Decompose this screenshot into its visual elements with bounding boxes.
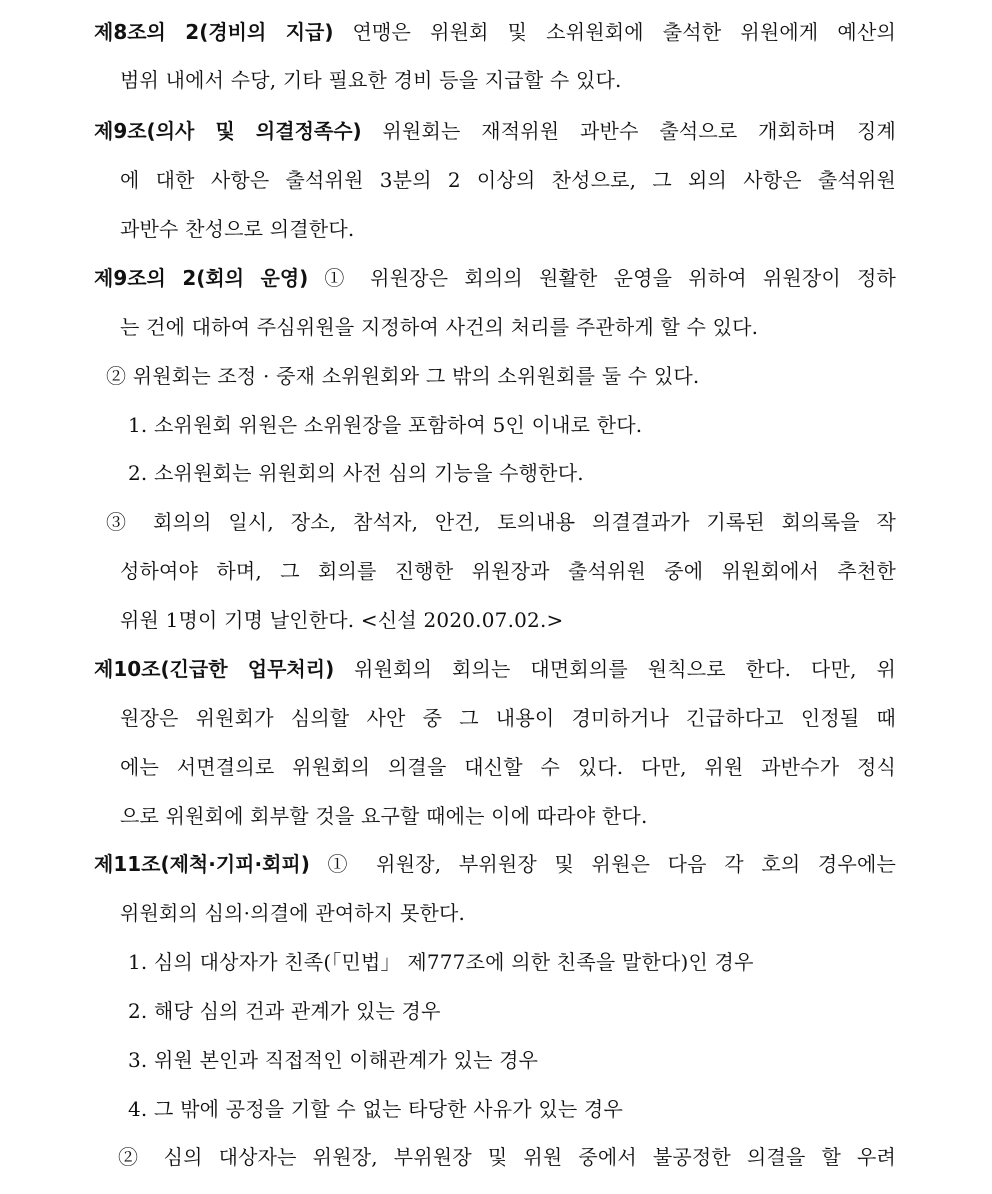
article-9-2-line-1 (94, 264, 896, 292)
article-8-2-line-1 (94, 18, 896, 46)
article-8-2-line-2: 범위 내에서 수당, 기타 필요한 경비 등을 지급할 수 있다. (120, 68, 622, 92)
article-9-2-paragraph-3-line-2: 성하여야 하며, 그 회의를 진행한 위원장과 출석위원 중에 위원회에서 추천한 (120, 559, 896, 583)
article-9-line-1 (94, 117, 896, 145)
article-11-heading: 제11조(제척·기피·회피) (94, 852, 310, 876)
article-10-line-3: 에는 서면결의로 위원회의 의결을 대신할 수 있다. 다만, 위원 과반수가 정식 (120, 755, 896, 779)
article-9-2-item-1: 1. 소위원회 위원은 소위원장을 포함하여 5인 이내로 한다. (128, 413, 643, 437)
article-10-heading: 제10조(긴급한 업무처리) (94, 657, 335, 681)
article-11-line-2: 위원회의 심의·의결에 관여하지 못한다. (120, 901, 466, 925)
article-10-line-1 (94, 655, 896, 683)
article-10-line-2: 원장은 위원회가 심의할 사안 중 그 내용이 경미하거나 긴급하다고 인정될 때 (120, 706, 896, 730)
article-11-item-4: 4. 그 밖에 공정을 기할 수 없는 타당한 사유가 있는 경우 (128, 1097, 623, 1121)
article-11-line-1 (94, 850, 896, 878)
article-11-item-3: 3. 위원 본인과 직접적인 이해관계가 있는 경우 (128, 1048, 539, 1072)
article-9-2-line-2: 는 건에 대하여 주심위원을 지정하여 사건의 처리를 주관하게 할 수 있다. (120, 315, 759, 339)
article-9-2-paragraph-3-line-3: 위원 1명이 기명 날인한다. <신설 2020.07.02.> (120, 608, 564, 632)
article-9-2-item-2: 2. 소위원회는 위원회의 사전 심의 기능을 수행한다. (128, 461, 584, 485)
article-9-heading: 제9조(의사 및 의결정족수) (94, 119, 362, 143)
article-11-text-1: ① 위원장, 부위원장 및 위원은 다음 각 호의 경우에는 (327, 852, 896, 876)
article-9-2-paragraph-3-line-1: ③ 회의의 일시, 장소, 참석자, 안건, 토의내용 의결결과가 기록된 회의록을 작 (106, 510, 896, 534)
article-9-2-paragraph-2: ② 위원회는 조정 · 중재 소위원회와 그 밖의 소위원회를 둘 수 있다. (106, 364, 700, 388)
article-9-line-3: 과반수 찬성으로 의결한다. (120, 217, 355, 241)
article-8-2-heading: 제8조의 2(경비의 지급) (94, 20, 334, 44)
article-11-item-2: 2. 해당 심의 건과 관계가 있는 경우 (128, 999, 441, 1023)
article-9-2-heading: 제9조의 2(회의 운영) (94, 266, 309, 290)
article-10-line-4: 으로 위원회에 회부할 것을 요구할 때에는 이에 따라야 한다. (120, 804, 648, 828)
article-9-2-text-1: ① 위원장은 회의의 원활한 운영을 위하여 위원장이 정하 (324, 266, 896, 290)
article-9-text-1: 위원회는 재적위원 과반수 출석으로 개회하며 징계 (382, 119, 896, 143)
article-11-item-1: 1. 심의 대상자가 친족(「민법」 제777조에 의한 친족을 말한다)인 경우 (128, 950, 754, 974)
article-9-line-2: 에 대한 사항은 출석위원 3분의 2 이상의 찬성으로, 그 외의 사항은 출석위원 (120, 168, 896, 192)
article-8-2-text-1: 연맹은 위원회 및 소위원회에 출석한 위원에게 예산의 (352, 20, 896, 44)
article-11-paragraph-2-line-1: ② 심의 대상자는 위원장, 부위원장 및 위원 중에서 불공정한 의결을 할 우려 (118, 1145, 896, 1169)
article-10-text-1: 위원회의 회의는 대면회의를 원칙으로 한다. 다만, 위 (354, 657, 896, 681)
